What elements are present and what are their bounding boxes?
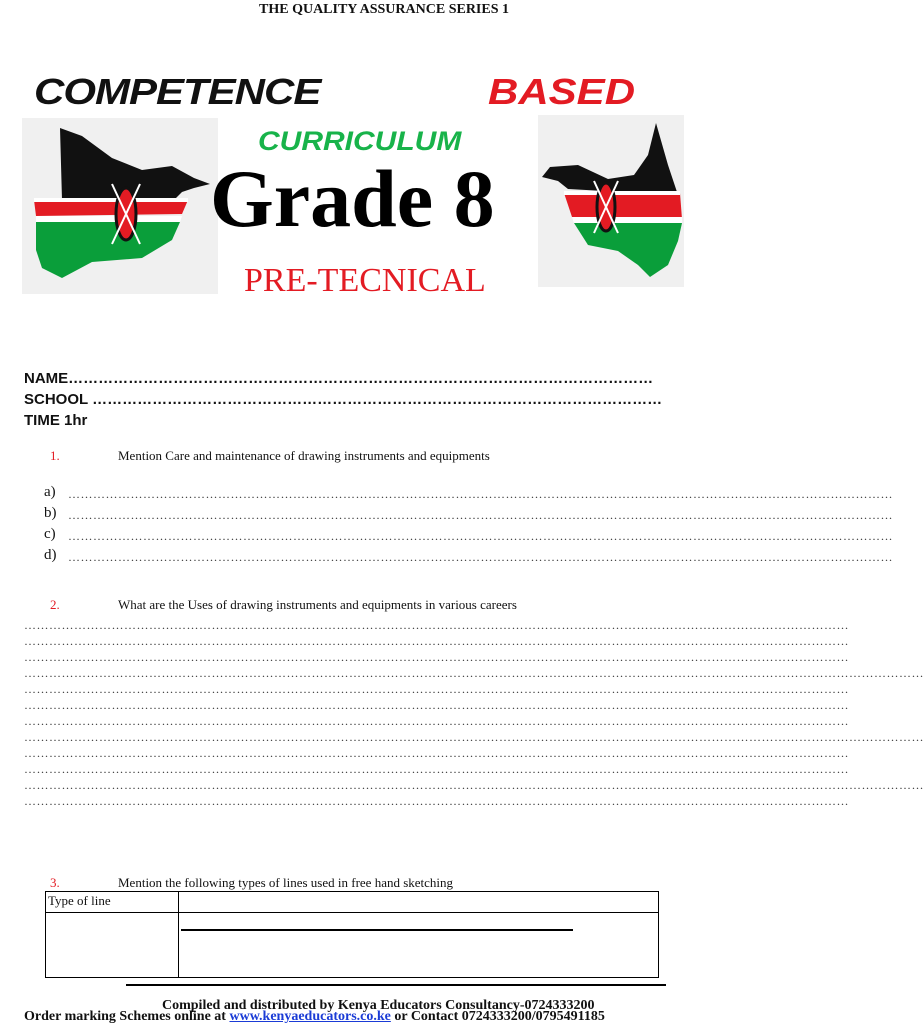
footer-compiled: Compiled and distributed by Kenya Educators Consultancy-0724333200 — [162, 998, 595, 1013]
footer-website-link[interactable]: www.kenyaeducators.co.ke — [229, 1009, 391, 1024]
answer-line-q2-1[interactable]: ……………………………………………………………………………………………………………………………………………………………………………… — [24, 618, 849, 632]
answer-line-q2-9[interactable]: ……………………………………………………………………………………………………………………………………………………………………………… — [24, 746, 849, 760]
answer-line-d[interactable]: ……………………………………………………………………………………………………………………………………………………………………………… — [68, 550, 893, 564]
answer-line-q2-5[interactable]: ……………………………………………………………………………………………………………………………………………………………………………… — [24, 682, 849, 696]
footer-order — [24, 1009, 605, 1025]
answer-line-q2-6[interactable]: ……………………………………………………………………………………………………………………………………………………………………………… — [24, 698, 849, 712]
time-label: TIME 1hr — [24, 412, 88, 429]
footer-divider — [126, 984, 666, 986]
table-cell[interactable] — [179, 892, 659, 913]
question-3-number: 3. — [50, 875, 60, 890]
footer-order-prefix: Order marking Schemes online at — [24, 1009, 226, 1024]
answer-line-b[interactable]: ……………………………………………………………………………………………………………………………………………………………………………… — [68, 508, 893, 522]
answer-line-q2-11[interactable]: ……………………………………………………………………………………………………………………………………………………………………………………………… — [24, 778, 924, 792]
subject-title: PRE-TECNICAL — [244, 262, 486, 299]
kenya-dove-right-icon — [538, 115, 684, 287]
banner-word-curriculum: CURRICULUM — [258, 126, 462, 157]
answer-letter-a: a) — [44, 484, 56, 500]
school-field[interactable]: SCHOOL …………………………………………………………………………………………………… — [24, 391, 663, 408]
banner-word-competence: COMPETENCE — [34, 71, 321, 112]
answer-line-q2-8[interactable]: ……………………………………………………………………………………………………………………………………………………………………………………………… — [24, 730, 924, 744]
answer-letter-c: c) — [44, 526, 56, 542]
question-1-number: 1. — [50, 448, 60, 463]
kenya-dove-left-icon — [22, 118, 218, 294]
answer-letter-d: d) — [44, 547, 57, 563]
table-header-type-of-line: Type of line — [46, 892, 179, 913]
answer-line-q2-7[interactable]: ……………………………………………………………………………………………………………………………………………………………………………… — [24, 714, 849, 728]
answer-line-a[interactable]: ……………………………………………………………………………………………………………………………………………………………………………… — [68, 487, 893, 501]
answer-line-q2-4[interactable]: ……………………………………………………………………………………………………………………………………………………………………………………………… — [24, 666, 924, 680]
answer-line-c[interactable]: ……………………………………………………………………………………………………………………………………………………………………………… — [68, 529, 893, 543]
table-row — [46, 892, 659, 913]
table-cell-line-sample[interactable] — [179, 913, 659, 978]
answer-line-q2-12[interactable]: ……………………………………………………………………………………………………………………………………………………………………………… — [24, 794, 849, 808]
answer-line-q2-10[interactable]: ……………………………………………………………………………………………………………………………………………………………………………… — [24, 762, 849, 776]
grade-title: Grade 8 — [210, 153, 495, 244]
table-cell[interactable] — [46, 913, 179, 978]
answer-letter-b: b) — [44, 505, 57, 521]
question-2-number: 2. — [50, 597, 60, 612]
name-field[interactable]: NAME……………………………………………………………………………………………………… — [24, 370, 654, 387]
banner-word-based: BASED — [488, 71, 636, 112]
line-sample — [181, 929, 573, 931]
series-title: THE QUALITY ASSURANCE SERIES 1 — [259, 2, 509, 17]
question-1-text: Mention Care and maintenance of drawing instruments and equipments — [118, 448, 490, 463]
line-types-table — [45, 891, 659, 978]
footer-contact: or Contact 0724333200/0795491185 — [394, 1009, 605, 1024]
question-2-text: What are the Uses of drawing instruments and equipments in various careers — [118, 597, 517, 612]
question-3-text: Mention the following types of lines used in free hand sketching — [118, 875, 454, 890]
answer-line-q2-2[interactable]: ……………………………………………………………………………………………………………………………………………………………………………… — [24, 634, 849, 648]
table-row — [46, 913, 659, 978]
answer-line-q2-3[interactable]: ……………………………………………………………………………………………………………………………………………………………………………… — [24, 650, 849, 664]
